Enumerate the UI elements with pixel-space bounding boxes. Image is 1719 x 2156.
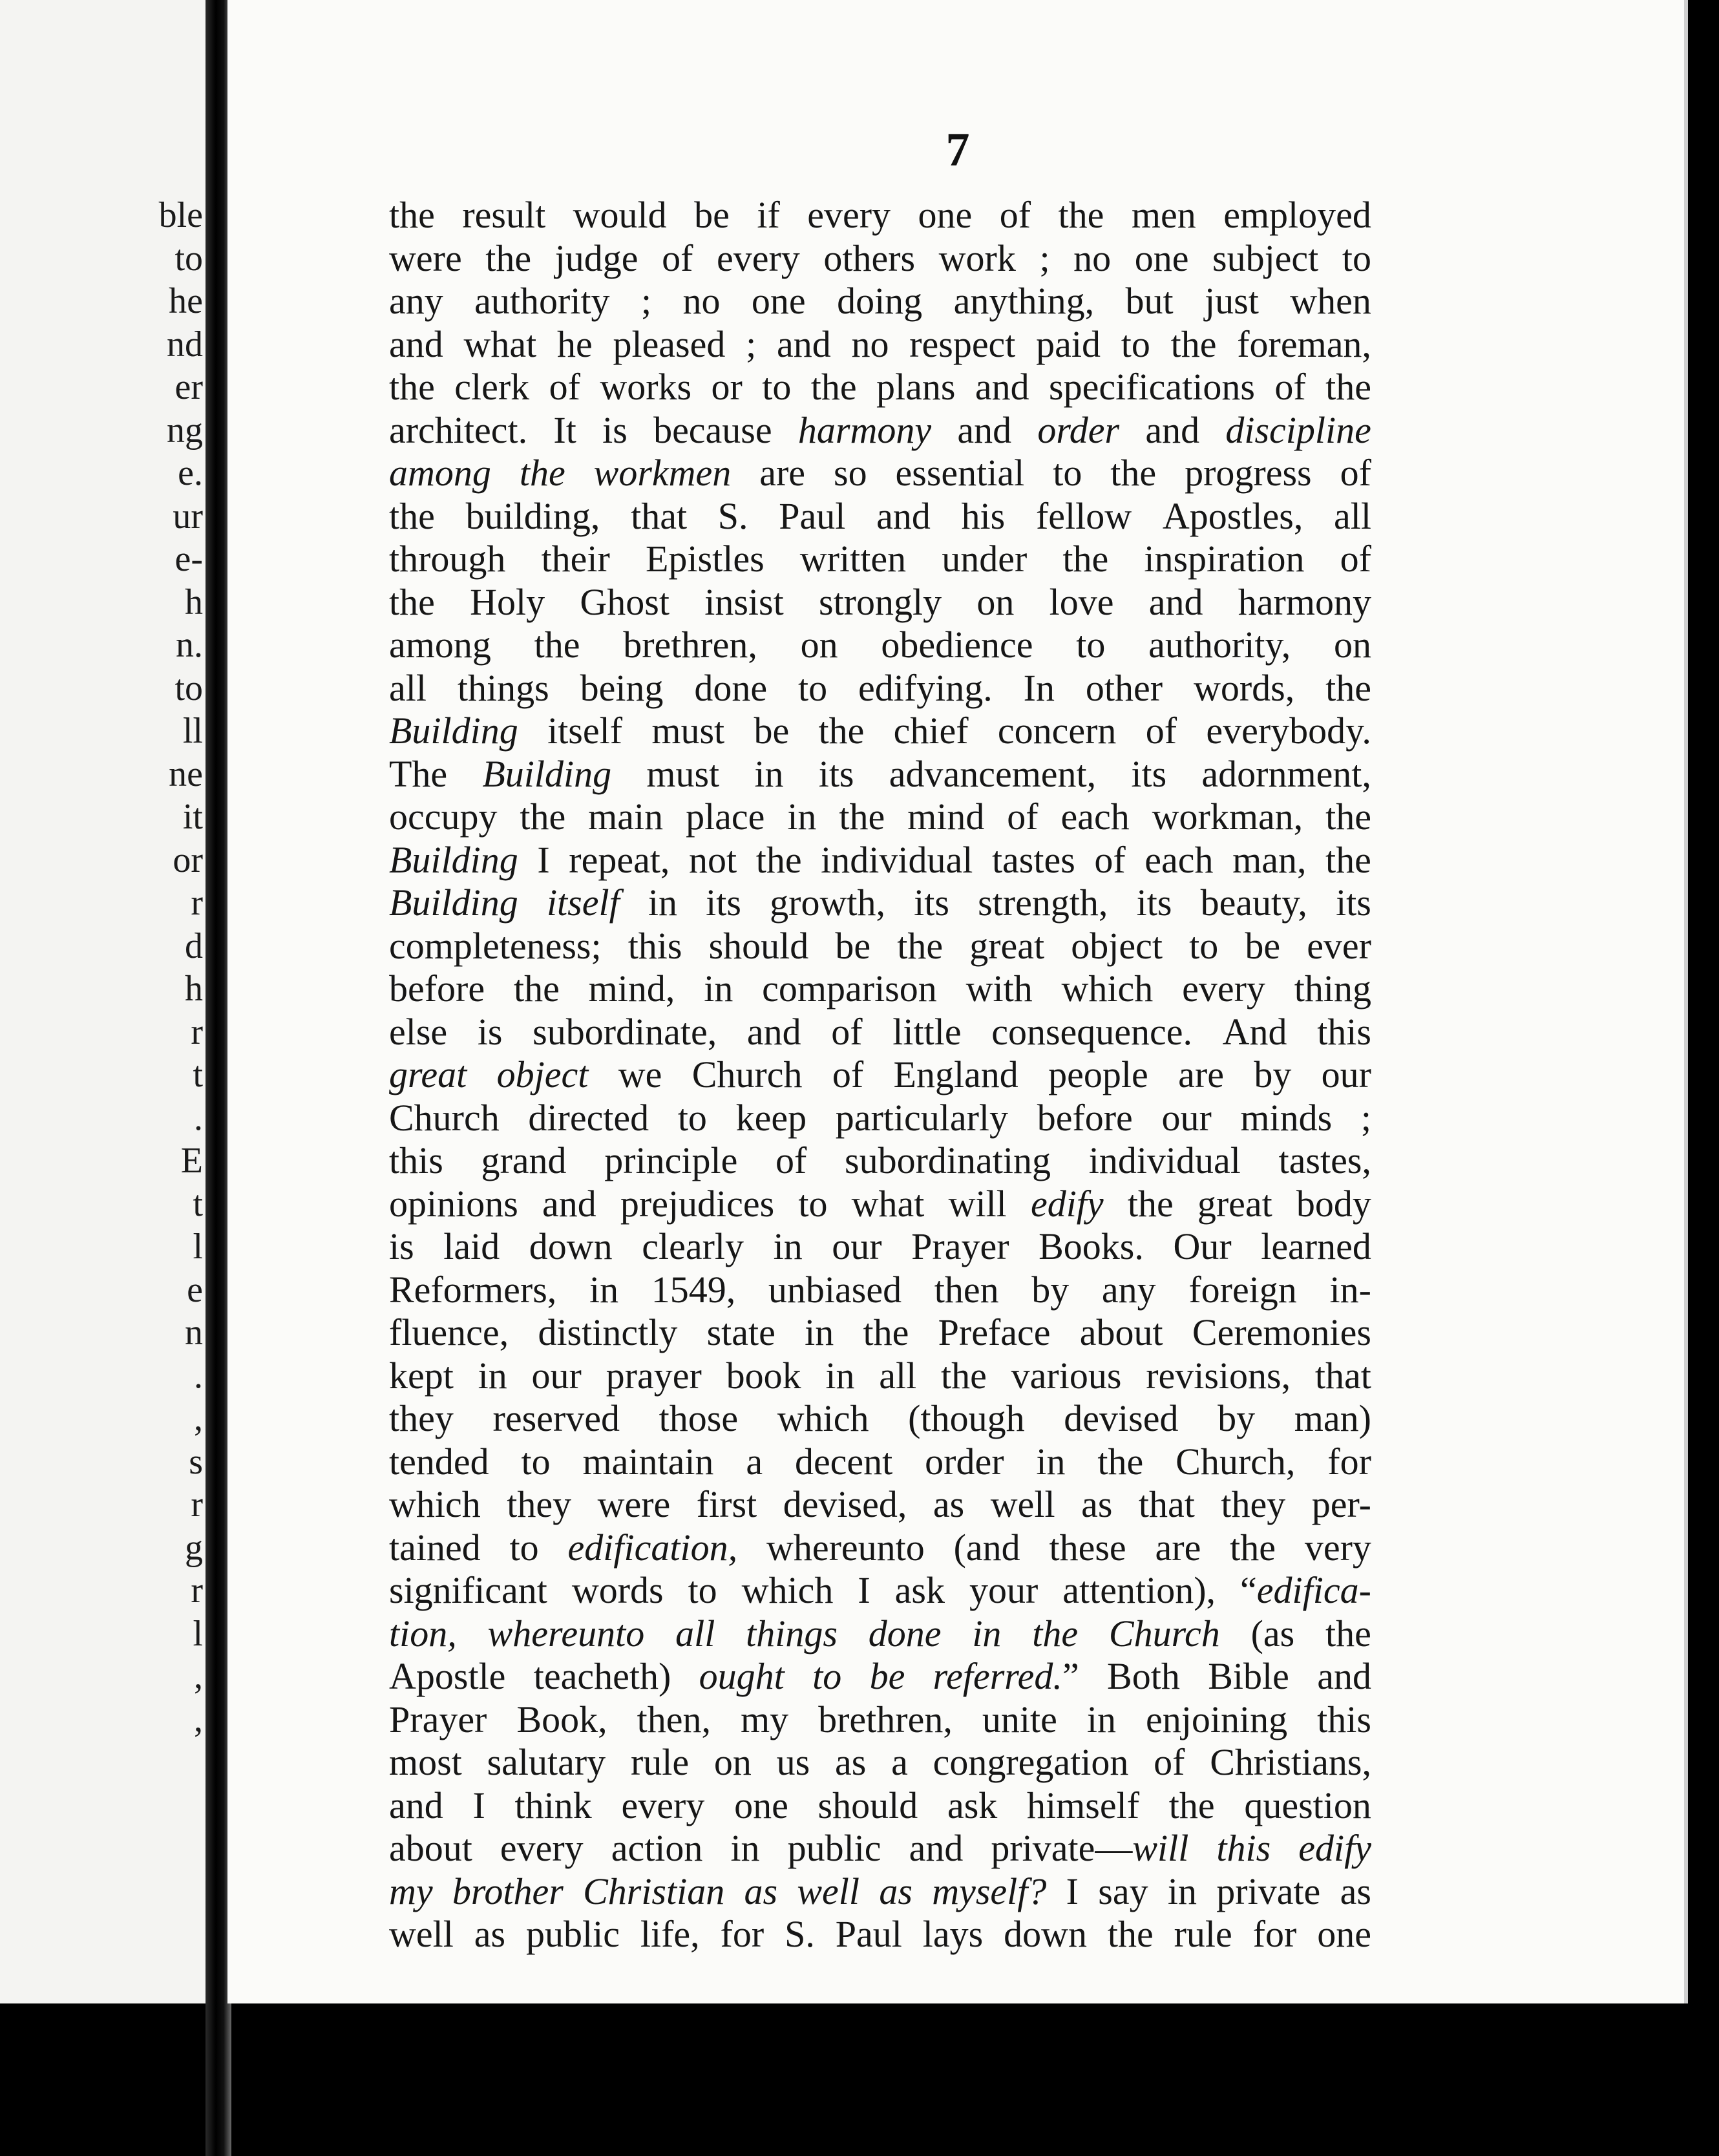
text-line: kept in our prayer book in all the various revisions, that — [389, 1354, 1371, 1397]
text-line: Reformers, in 1549, unbiased then by any foreign in- — [389, 1268, 1371, 1311]
facing-page-edge — [0, 0, 208, 2003]
text-line: through their Epistles written under the inspiration of — [389, 538, 1371, 580]
text-line: which they were first devised, as well as that they per- — [389, 1483, 1371, 1525]
facing-page-fragment: r — [191, 1011, 203, 1052]
facing-page-fragment: e- — [174, 539, 203, 579]
book-page — [227, 0, 1688, 2003]
facing-page-fragment: e. — [178, 453, 203, 493]
text-line: most salutary rule on us as a congregation of Christians, — [389, 1741, 1371, 1783]
facing-page-fragment: e — [187, 1269, 203, 1310]
facing-page-fragment: t — [193, 1183, 203, 1224]
facing-page-fragment: . — [194, 1097, 203, 1138]
text-line: were the judge of every others work ; no one subject to — [389, 237, 1371, 279]
facing-page-fragment: nd — [167, 324, 203, 365]
facing-page-fragment: t — [193, 1055, 203, 1095]
text-line: else is subordinate, and of little consequence. And this — [389, 1010, 1371, 1053]
facing-page-fragment: n — [185, 1313, 203, 1353]
text-line: among the workmen are so essential to the progress of — [389, 452, 1371, 494]
facing-page-fragment: g — [185, 1527, 203, 1568]
facing-page-fragment: er — [174, 367, 203, 407]
facing-page-fragment: r — [191, 883, 203, 923]
text-line: Building itself in its growth, its strength, its beauty, its — [389, 882, 1371, 924]
facing-page-fragment: h — [185, 969, 203, 1009]
text-line: Church directed to keep particularly before our minds ; — [389, 1096, 1371, 1139]
text-line: Apostle teacheth) ought to be referred.” Both Bible and — [389, 1655, 1371, 1697]
facing-page-fragment: E — [180, 1141, 203, 1181]
text-line: they reserved those which (though devised by man) — [389, 1397, 1371, 1439]
facing-page-fragment: , — [194, 1656, 203, 1696]
facing-page-fragment: r — [191, 1485, 203, 1525]
body-text — [389, 194, 1371, 1956]
facing-page-fragment: it — [182, 797, 203, 837]
text-line: The Building must in its advancement, its adornment, — [389, 752, 1371, 795]
facing-page-fragment: d — [185, 925, 203, 966]
text-line: opinions and prejudices to what will edify the great body — [389, 1182, 1371, 1225]
text-line: Building itself must be the chief concern of everybody. — [389, 710, 1371, 752]
text-line: all things being done to edifying. In other words, the — [389, 666, 1371, 709]
text-line: significant words to which I ask your attention), “edifica- — [389, 1569, 1371, 1611]
facing-page-fragment: . — [194, 1355, 203, 1396]
text-line: about every action in public and private—will this edify — [389, 1827, 1371, 1869]
text-line: tended to maintain a decent order in the Church, for — [389, 1440, 1371, 1483]
text-line: well as public life, for S. Paul lays down the rule for one — [389, 1913, 1371, 1955]
text-line: the clerk of works or to the plans and specifications of the — [389, 366, 1371, 408]
text-line: tion, whereunto all things done in the Church (as the — [389, 1612, 1371, 1654]
facing-page-fragment: to — [174, 668, 203, 708]
text-line: and I think every one should ask himself the question — [389, 1784, 1371, 1826]
facing-page-fragment: ur — [173, 496, 203, 536]
facing-page-text-fragments — [0, 194, 208, 1741]
facing-page-fragment: n. — [176, 625, 203, 665]
text-line: and what he pleased ; and no respect paid to the foreman, — [389, 322, 1371, 365]
text-line: great object we Church of England people are by our — [389, 1053, 1371, 1095]
facing-page-fragment: ng — [167, 410, 203, 450]
text-line: completeness; this should be the great object to be ever — [389, 924, 1371, 967]
text-line: the Holy Ghost insist strongly on love and harmony — [389, 580, 1371, 623]
facing-page-fragment: r — [191, 1570, 203, 1611]
facing-page-fragment: ne — [169, 754, 203, 794]
text-line: the result would be if every one of the men employed — [389, 194, 1371, 236]
facing-page-fragment: l — [193, 1227, 203, 1267]
facing-page-fragment: or — [173, 840, 203, 880]
text-line: before the mind, in comparison with which every thing — [389, 967, 1371, 1009]
text-line: occupy the main place in the mind of each workman, the — [389, 796, 1371, 838]
facing-page-fragment: to — [174, 238, 203, 279]
facing-page-fragment: , — [194, 1399, 203, 1439]
page-number: 7 — [945, 123, 970, 176]
text-line: tained to edification, whereunto (and these are the very — [389, 1526, 1371, 1569]
facing-page-fragment: s — [189, 1441, 203, 1482]
text-line: among the brethren, on obedience to authority, on — [389, 624, 1371, 666]
facing-page-fragment: ble — [158, 195, 203, 235]
text-line: any authority ; no one doing anything, but just when — [389, 280, 1371, 322]
facing-page-fragment: h — [185, 582, 203, 622]
text-line: this grand principle of subordinating individual tastes, — [389, 1139, 1371, 1181]
text-line: the building, that S. Paul and his fellow Apostles, all — [389, 494, 1371, 537]
text-line: fluence, distinctly state in the Preface about Ceremonies — [389, 1311, 1371, 1353]
text-line: Prayer Book, then, my brethren, unite in enjoining this — [389, 1698, 1371, 1740]
facing-page-fragment: ll — [182, 711, 203, 751]
text-line: architect. It is because harmony and order and discipline — [389, 408, 1371, 451]
facing-page-fragment: l — [193, 1613, 203, 1654]
text-line: is laid down clearly in our Prayer Books. Our learned — [389, 1225, 1371, 1267]
text-line: my brother Christian as well as myself? I say in private as — [389, 1870, 1371, 1912]
facing-page-fragment: , — [194, 1699, 203, 1740]
facing-page-fragment: he — [169, 281, 203, 321]
text-line: Building I repeat, not the individual tastes of each man, the — [389, 838, 1371, 881]
